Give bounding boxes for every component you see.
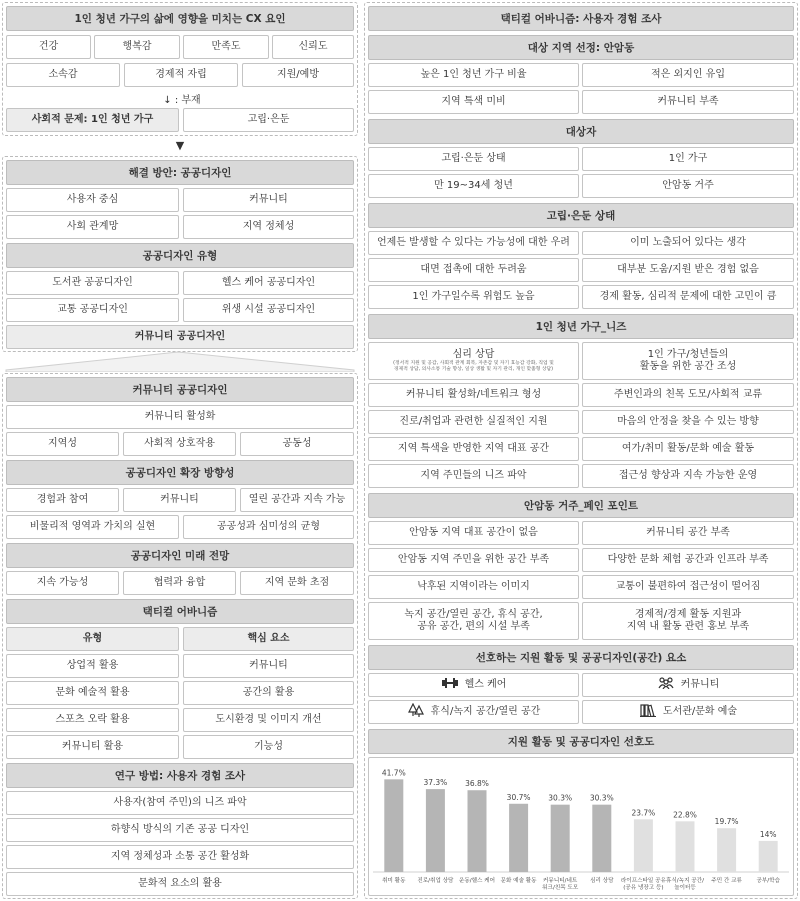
pain-no-community-space: 커뮤니티 공간 부족 <box>582 521 794 545</box>
needs-career: 진로/취업과 관련한 실질적인 지원 <box>368 410 579 434</box>
region-low-inflow: 적은 외지인 유입 <box>582 63 794 87</box>
chart-title: 지원 활동 및 공공디자인 선호도 <box>368 729 794 754</box>
needs-activity-space-line-1: 1인 가구/청년들의 <box>647 348 729 360</box>
community-activation: 커뮤니티 활성화 <box>6 405 354 429</box>
target-resident: 안암동 거주 <box>582 174 794 198</box>
chart-value-label-5: 30.3% <box>548 793 573 803</box>
chart-tick-label-7: 라이프스타일 공유 (공유 냉장고 등) <box>620 878 666 891</box>
isolation-worries: 경제 활동, 심리적 문제에 대한 고민이 큼 <box>582 285 794 309</box>
pain-economic-line-1: 경제적/경제 활동 지원과 <box>634 608 742 620</box>
pain-green-space-line-2: 공유 공간, 편의 시설 부족 <box>417 621 530 632</box>
left-column <box>2 2 358 899</box>
region-title: 대상 지역 선정: 안암동 <box>368 35 794 60</box>
type-library: 도서관 공공디자인 <box>6 271 179 295</box>
factor-happiness: 행복감 <box>94 35 180 59</box>
tactical-type-sports: 스포츠 오락 활용 <box>6 708 179 732</box>
chart-tick-label-8: 휴식/녹지 공간/ 놀이터등 <box>666 878 704 891</box>
solution-title: 해결 방안: 공공디자인 <box>6 160 354 185</box>
chart-value-label-8: 22.8% <box>673 810 697 820</box>
needs-activity-space <box>582 342 794 380</box>
method-title: 연구 방법: 사용자 경험 조사 <box>6 763 354 788</box>
needs-counseling-note-1: (정서적 지원 및 공감, 사회적 관계 회복, 자존감 및 자기 효능감 강화, 직업 및 <box>393 361 554 367</box>
preference-title: 선호하는 지원 활동 및 공공디자인(공간) 요소 <box>368 645 794 670</box>
tactical-type-culture-art: 문화 예술적 활용 <box>6 681 179 705</box>
trait-locality: 지역성 <box>6 432 119 456</box>
expansion-open-space: 열린 공간과 지속 가능 <box>240 488 354 512</box>
chart-value-label-9: 19.7% <box>714 817 739 827</box>
needs-activity-space-line-2: 활동을 위한 공간 조성 <box>639 361 737 372</box>
chart-value-label-3: 36.8% <box>465 779 489 789</box>
pref-library-culture <box>582 700 794 724</box>
arrow-down-icon: ▼ <box>175 138 185 152</box>
method-top-down: 하향식 방식의 기존 공공 디자인 <box>6 818 354 842</box>
pref-library-culture-label: 도서관/문화 예술 <box>662 705 738 717</box>
chart-bar-5 <box>551 805 570 872</box>
region-high-ratio: 높은 1인 청년 가구 비율 <box>368 63 579 87</box>
chart-tick-label-10: 공부/학습 <box>756 878 780 884</box>
chart-bar-9 <box>717 828 736 872</box>
future-title: 공공디자인 미래 전망 <box>6 543 354 568</box>
factor-satisfaction: 만족도 <box>183 35 269 59</box>
social-problem-label: 사회적 문제: 1인 청년 가구 <box>6 108 179 132</box>
trait-commonality: 공동성 <box>240 432 354 456</box>
tactical-core-functionality: 기능성 <box>183 735 354 759</box>
chart-tick-label-5: 커뮤니티/네트 워크/친목 도모 <box>542 878 579 891</box>
needs-network: 커뮤니티 활성화/네트워크 형성 <box>368 383 579 407</box>
dumbbell-icon <box>441 677 459 693</box>
expansion-community: 커뮤니티 <box>123 488 236 512</box>
design-types-title: 공공디자인 유형 <box>6 243 354 268</box>
type-community: 커뮤니티 공공디자인 <box>6 325 354 349</box>
trait-social-interaction: 사회적 상호작용 <box>123 432 236 456</box>
chart-tick-label-1: 취미 활동 <box>382 878 406 884</box>
chart-bar-7 <box>634 819 653 872</box>
chart-value-label-4: 30.7% <box>506 792 531 802</box>
chart-value-label-10: 14% <box>759 829 777 839</box>
needs-social-exchange: 주변인과의 친목 도모/사회적 교류 <box>582 383 794 407</box>
expansion-title: 공공디자인 확장 방향성 <box>6 460 354 485</box>
needs-peace-of-mind: 마음의 안정을 찾을 수 있는 방향 <box>582 410 794 434</box>
future-collaboration: 협력과 융합 <box>123 571 236 595</box>
social-problem-value: 고립·은둔 <box>183 108 354 132</box>
solution-local-identity: 지역 정체성 <box>183 215 354 239</box>
expansion-nonphysical: 비물리적 영역과 가치의 실현 <box>6 515 179 539</box>
future-local-culture: 지역 문화 초점 <box>240 571 354 595</box>
solution-community: 커뮤니티 <box>183 188 354 212</box>
chart-bar-1 <box>384 779 403 872</box>
pain-green-space-line-1: 녹지 공간/열린 공간, 휴식 공간, <box>404 608 543 620</box>
needs-leisure: 여가/취미 활동/문화 예술 활동 <box>582 437 794 461</box>
future-sustainability: 지속 가능성 <box>6 571 119 595</box>
chart-tick-label-6: 심리 상담 <box>590 878 614 884</box>
cx-factors-title: 1인 청년 가구의 삶에 영향을 미치는 CX 요인 <box>6 6 354 31</box>
people-icon <box>657 677 675 693</box>
solution-user-centered: 사용자 중심 <box>6 188 179 212</box>
target-age: 만 19~34세 청년 <box>368 174 579 198</box>
books-icon <box>639 704 657 721</box>
right-column <box>364 2 798 899</box>
chart-tick-label-4: 문화 예술 활동 <box>500 878 537 884</box>
tactical-core-community: 커뮤니티 <box>183 654 354 678</box>
pain-green-space <box>368 602 579 640</box>
tactical-col-core: 핵심 요소 <box>183 627 354 651</box>
method-culture: 문화적 요소의 활용 <box>6 872 354 896</box>
chart-bar-2 <box>426 789 445 872</box>
needs-title: 1인 청년 가구_니즈 <box>368 314 794 339</box>
chart-value-label-1: 41.7% <box>381 768 406 778</box>
community-design-title: 커뮤니티 공공디자인 <box>6 377 354 402</box>
factor-belonging: 소속감 <box>6 63 120 87</box>
needs-local-space: 지역 특색을 반영한 지역 대표 공간 <box>368 437 579 461</box>
tactical-type-commercial: 상업적 활용 <box>6 654 179 678</box>
factor-support-prevention: 지원/예방 <box>242 63 354 87</box>
type-transport: 교통 공공디자인 <box>6 298 179 322</box>
factor-economic-independence: 경제적 자립 <box>124 63 238 87</box>
needs-accessibility: 접근성 향상과 지속 가능한 운영 <box>582 464 794 488</box>
needs-resident-needs: 지역 주민들의 니즈 파악 <box>368 464 579 488</box>
chart-bar-10 <box>759 841 778 872</box>
region-lack-community: 커뮤니티 부족 <box>582 90 794 114</box>
tactical-col-type: 유형 <box>6 627 179 651</box>
needs-counseling-note-2: 경제적 상담, 의사소통 기술 향상, 일상 생활 및 자기 관리, 개인 맞춤형 상담) <box>393 367 554 373</box>
tactical-core-space-use: 공간의 활용 <box>183 681 354 705</box>
pref-healthcare <box>368 673 579 697</box>
absence-label: ↓ : 부재 <box>163 94 201 106</box>
isolation-risk: 1인 가구일수록 위험도 높음 <box>368 285 579 309</box>
target-single-household: 1인 가구 <box>582 147 794 171</box>
pain-no-resident-space: 안암동 지역 주민을 위한 공간 부족 <box>368 548 579 572</box>
chart-value-label-2: 37.3% <box>423 778 448 788</box>
isolation-concern: 언제든 발생할 수 있다는 가능성에 대한 우려 <box>368 231 579 255</box>
pain-economic-line-2: 지역 내 활동 관련 홍보 부족 <box>626 621 750 632</box>
expansion-balance: 공공성과 심미성의 균형 <box>183 515 354 539</box>
pain-transport: 교통이 불편하여 접근성이 떨어짐 <box>582 575 794 599</box>
pref-community <box>582 673 794 697</box>
pain-economic <box>582 602 794 640</box>
chart-bar-8 <box>676 821 695 872</box>
isolation-no-support: 대부분 도움/지원 받은 경험 없음 <box>582 258 794 282</box>
solution-social-network: 사회 관계망 <box>6 215 179 239</box>
chart-value-label-6: 30.3% <box>589 793 614 803</box>
chart-tick-label-9: 주민 간 교류 <box>711 878 742 884</box>
pref-community-label: 커뮤니티 <box>680 678 720 690</box>
pref-rest-green-label: 휴식/녹지 공간/열린 공간 <box>430 705 541 717</box>
preference-bar-chart <box>369 758 793 895</box>
chart-tick-label-3: 운동/헬스 케어 <box>458 878 496 884</box>
chart-tick-label-2: 진로/취업 상담 <box>417 878 454 884</box>
ux-research-title: 택티컬 어바니즘: 사용자 경험 조사 <box>368 6 794 31</box>
factor-health: 건강 <box>6 35 91 59</box>
target-isolation: 고립·은둔 상태 <box>368 147 579 171</box>
target-title: 대상자 <box>368 119 794 144</box>
factor-trust: 신뢰도 <box>272 35 354 59</box>
chart-value-label-7: 23.7% <box>631 808 656 818</box>
isolation-fear: 대면 접촉에 대한 두려움 <box>368 258 579 282</box>
chart-bar-3 <box>468 790 487 872</box>
pref-rest-green <box>368 700 579 724</box>
pain-no-culture-infra: 다양한 문화 체험 공간과 인프라 부족 <box>582 548 794 572</box>
method-identity-space: 지역 정체성과 소통 공간 활성화 <box>6 845 354 869</box>
pain-no-landmark: 안암동 지역 대표 공간이 없음 <box>368 521 579 545</box>
chart-bar-6 <box>592 805 611 872</box>
region-no-character: 지역 특색 미비 <box>368 90 579 114</box>
pain-old-image: 낙후된 지역이라는 이미지 <box>368 575 579 599</box>
funnel-connector <box>2 350 358 372</box>
method-user-needs: 사용자(참여 주민)의 니즈 파악 <box>6 791 354 815</box>
tactical-core-urban-image: 도시환경 및 이미지 개선 <box>183 708 354 732</box>
tactical-type-community: 커뮤니티 활용 <box>6 735 179 759</box>
isolation-exposed: 이미 노출되어 있다는 생각 <box>582 231 794 255</box>
needs-counseling <box>368 342 579 380</box>
pain-title: 안암동 거주_페인 포인트 <box>368 493 794 518</box>
preference-chart-frame <box>368 757 794 896</box>
needs-counseling-label: 심리 상담 <box>452 348 495 360</box>
pref-healthcare-label: 헬스 케어 <box>464 678 507 690</box>
isolation-title: 고립·은둔 상태 <box>368 203 794 228</box>
type-healthcare: 헬스 케어 공공디자인 <box>183 271 354 295</box>
type-sanitation: 위생 시설 공공디자인 <box>183 298 354 322</box>
trees-icon <box>407 703 425 721</box>
chart-bar-4 <box>509 804 528 872</box>
tactical-title: 택티컬 어바니즘 <box>6 599 354 624</box>
expansion-experience: 경험과 참여 <box>6 488 119 512</box>
